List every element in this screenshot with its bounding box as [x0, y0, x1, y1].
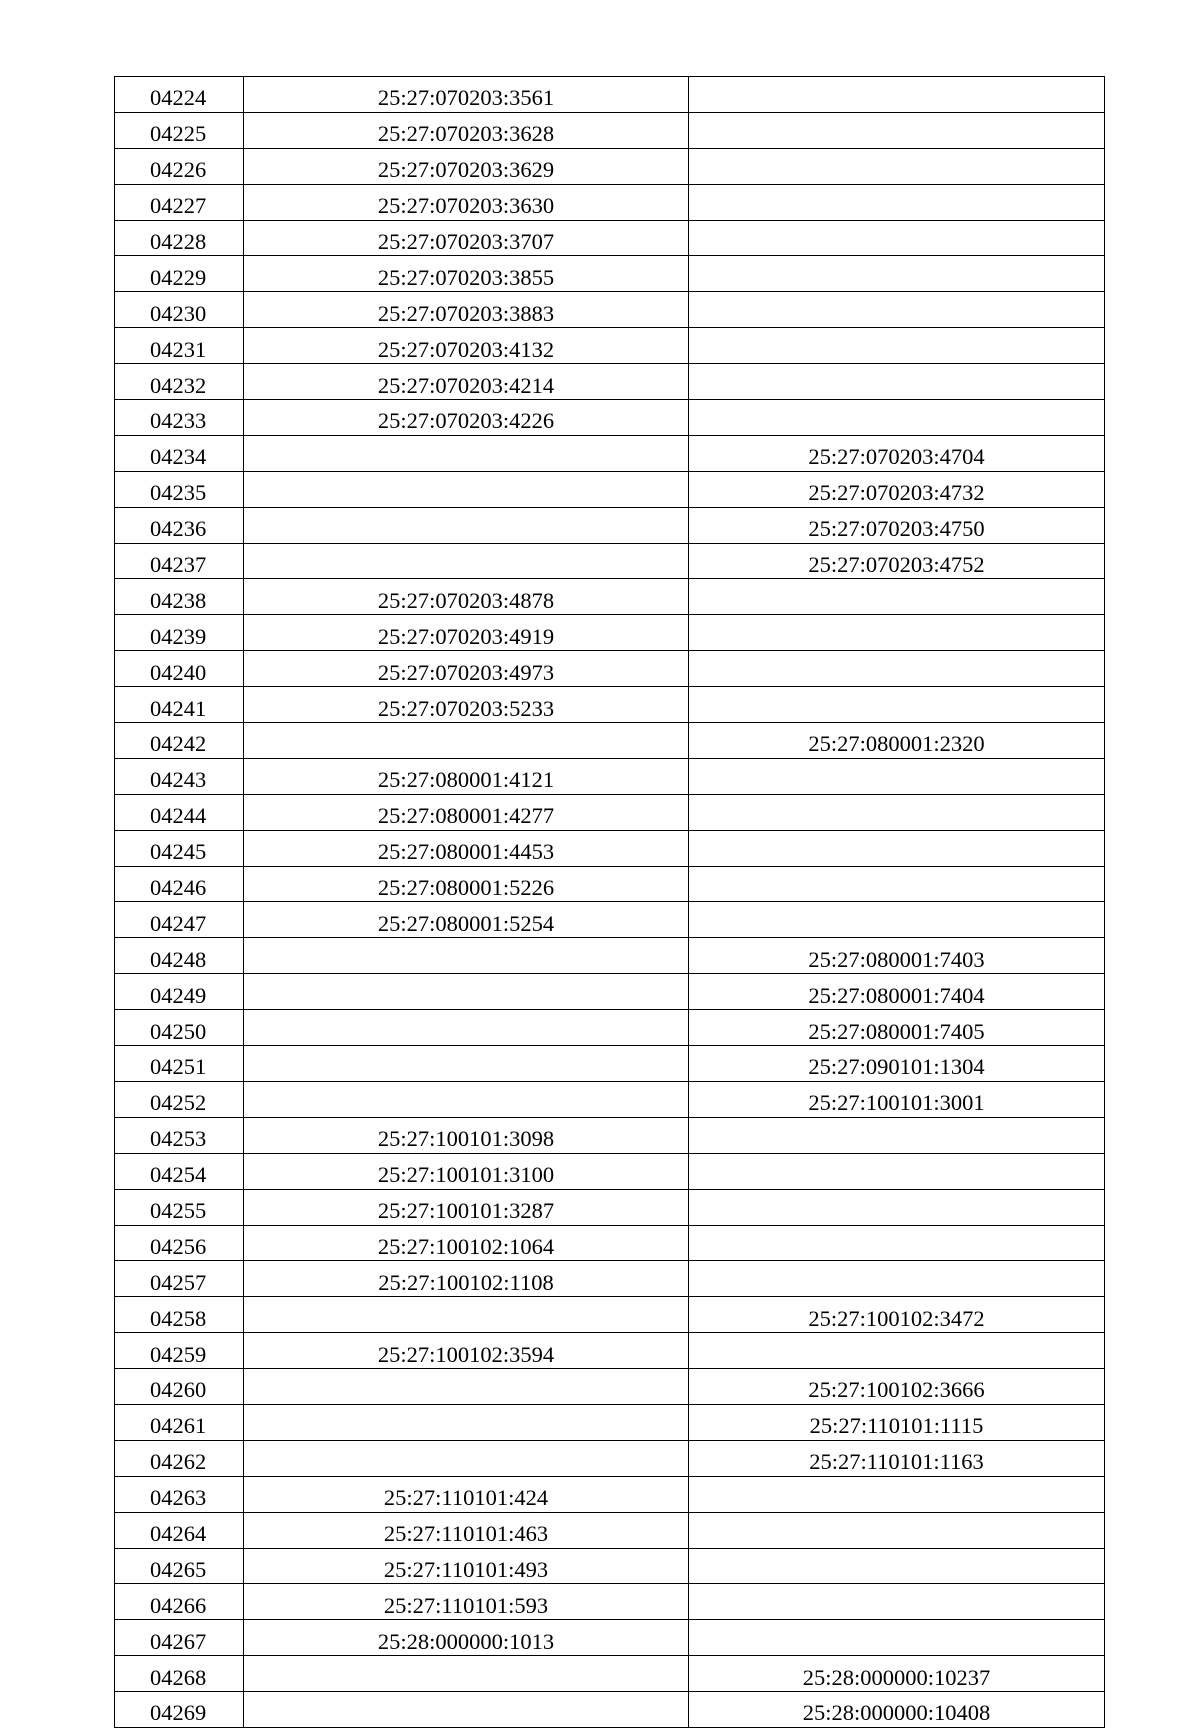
table-row — [115, 1476, 1105, 1512]
cadastral-number-cell-b — [689, 687, 1105, 723]
row-number-cell: 04251 — [115, 1046, 244, 1082]
table-row — [115, 1656, 1105, 1692]
table-row — [115, 615, 1105, 651]
cadastral-number-cell-b — [689, 902, 1105, 938]
table-row — [115, 1261, 1105, 1297]
row-number-cell: 04241 — [115, 687, 244, 723]
row-number-cell: 04256 — [115, 1225, 244, 1261]
row-number-cell: 04262 — [115, 1440, 244, 1476]
cadastral-number-cell-a — [244, 938, 689, 974]
table-row — [115, 1297, 1105, 1333]
cadastral-number-cell-b: 25:27:070203:4732 — [689, 471, 1105, 507]
table-row — [115, 974, 1105, 1010]
cadastral-number-cell-b — [689, 1261, 1105, 1297]
cadastral-number-table — [114, 76, 1105, 1728]
cadastral-number-cell-b — [689, 1225, 1105, 1261]
cadastral-number-cell-b: 25:27:080001:2320 — [689, 723, 1105, 759]
cadastral-number-cell-a: 25:27:080001:5226 — [244, 866, 689, 902]
cadastral-number-cell-b — [689, 1189, 1105, 1225]
table-row — [115, 938, 1105, 974]
row-number-cell: 04229 — [115, 256, 244, 292]
table-row — [115, 579, 1105, 615]
cadastral-number-cell-b — [689, 1333, 1105, 1369]
row-number-cell: 04269 — [115, 1692, 244, 1728]
cadastral-number-cell-a — [244, 435, 689, 471]
cadastral-number-cell-a: 25:27:070203:3855 — [244, 256, 689, 292]
row-number-cell: 04249 — [115, 974, 244, 1010]
row-number-cell: 04235 — [115, 471, 244, 507]
cadastral-number-cell-b — [689, 328, 1105, 364]
cadastral-number-cell-a: 25:27:070203:3561 — [244, 77, 689, 113]
cadastral-number-cell-b — [689, 615, 1105, 651]
table-row — [115, 866, 1105, 902]
row-number-cell: 04237 — [115, 543, 244, 579]
row-number-cell: 04253 — [115, 1117, 244, 1153]
cadastral-number-cell-a: 25:27:070203:3629 — [244, 148, 689, 184]
cadastral-number-cell-a — [244, 1081, 689, 1117]
table-row — [115, 651, 1105, 687]
table-row — [115, 77, 1105, 113]
row-number-cell: 04258 — [115, 1297, 244, 1333]
cadastral-number-cell-a: 25:27:080001:4121 — [244, 758, 689, 794]
cadastral-number-cell-b — [689, 400, 1105, 436]
table-row — [115, 1046, 1105, 1082]
cadastral-number-cell-a: 25:27:080001:4453 — [244, 830, 689, 866]
row-number-cell: 04231 — [115, 328, 244, 364]
cadastral-number-cell-b — [689, 1584, 1105, 1620]
table-row — [115, 1225, 1105, 1261]
table-row — [115, 220, 1105, 256]
cadastral-number-cell-a: 25:27:110101:424 — [244, 1476, 689, 1512]
row-number-cell: 04238 — [115, 579, 244, 615]
table-row — [115, 112, 1105, 148]
table-row — [115, 1153, 1105, 1189]
row-number-cell: 04230 — [115, 292, 244, 328]
cadastral-number-cell-b: 25:28:000000:10408 — [689, 1692, 1105, 1728]
table-row — [115, 1404, 1105, 1440]
row-number-cell: 04252 — [115, 1081, 244, 1117]
row-number-cell: 04259 — [115, 1333, 244, 1369]
row-number-cell: 04226 — [115, 148, 244, 184]
table-row — [115, 1440, 1105, 1476]
table-row — [115, 543, 1105, 579]
cadastral-number-cell-a — [244, 1440, 689, 1476]
cadastral-number-cell-b — [689, 579, 1105, 615]
cadastral-number-cell-a — [244, 1297, 689, 1333]
cadastral-number-cell-b: 25:27:070203:4750 — [689, 507, 1105, 543]
cadastral-number-cell-a: 25:27:100101:3287 — [244, 1189, 689, 1225]
cadastral-number-cell-a: 25:27:100101:3100 — [244, 1153, 689, 1189]
table-row — [115, 435, 1105, 471]
cadastral-number-cell-a: 25:27:110101:493 — [244, 1548, 689, 1584]
cadastral-number-cell-b: 25:27:100101:3001 — [689, 1081, 1105, 1117]
cadastral-number-cell-a: 25:27:070203:4214 — [244, 364, 689, 400]
cadastral-number-cell-a: 25:27:070203:3707 — [244, 220, 689, 256]
table-row — [115, 256, 1105, 292]
row-number-cell: 04240 — [115, 651, 244, 687]
cadastral-number-cell-a: 25:28:000000:1013 — [244, 1620, 689, 1656]
cadastral-number-cell-a — [244, 1404, 689, 1440]
cadastral-number-cell-a — [244, 507, 689, 543]
cadastral-number-cell-b — [689, 651, 1105, 687]
cadastral-number-cell-b — [689, 292, 1105, 328]
cadastral-number-cell-b — [689, 1548, 1105, 1584]
row-number-cell: 04255 — [115, 1189, 244, 1225]
cadastral-number-cell-a — [244, 974, 689, 1010]
row-number-cell: 04228 — [115, 220, 244, 256]
cadastral-number-cell-b — [689, 1620, 1105, 1656]
row-number-cell: 04236 — [115, 507, 244, 543]
cadastral-number-cell-b: 25:27:110101:1115 — [689, 1404, 1105, 1440]
row-number-cell: 04239 — [115, 615, 244, 651]
cadastral-number-cell-a: 25:27:100101:3098 — [244, 1117, 689, 1153]
row-number-cell: 04264 — [115, 1512, 244, 1548]
row-number-cell: 04233 — [115, 400, 244, 436]
table-row — [115, 687, 1105, 723]
row-number-cell: 04261 — [115, 1404, 244, 1440]
cadastral-number-cell-b — [689, 184, 1105, 220]
cadastral-number-cell-b — [689, 1476, 1105, 1512]
cadastral-number-cell-b — [689, 364, 1105, 400]
row-number-cell: 04268 — [115, 1656, 244, 1692]
cadastral-number-cell-b: 25:27:100102:3666 — [689, 1369, 1105, 1405]
row-number-cell: 04247 — [115, 902, 244, 938]
cadastral-number-cell-b: 25:27:110101:1163 — [689, 1440, 1105, 1476]
table-row — [115, 1117, 1105, 1153]
table-row — [115, 794, 1105, 830]
row-number-cell: 04244 — [115, 794, 244, 830]
table-row — [115, 400, 1105, 436]
row-number-cell: 04242 — [115, 723, 244, 759]
row-number-cell: 04265 — [115, 1548, 244, 1584]
cadastral-number-cell-b: 25:27:080001:7405 — [689, 1010, 1105, 1046]
cadastral-number-cell-a: 25:27:070203:5233 — [244, 687, 689, 723]
cadastral-number-cell-a — [244, 723, 689, 759]
cadastral-number-cell-a — [244, 471, 689, 507]
table-row — [115, 1548, 1105, 1584]
cadastral-number-cell-a — [244, 1369, 689, 1405]
cadastral-number-cell-b — [689, 1153, 1105, 1189]
row-number-cell: 04248 — [115, 938, 244, 974]
cadastral-number-cell-a: 25:27:110101:463 — [244, 1512, 689, 1548]
row-number-cell: 04245 — [115, 830, 244, 866]
cadastral-number-cell-a: 25:27:080001:5254 — [244, 902, 689, 938]
table-row — [115, 723, 1105, 759]
row-number-cell: 04234 — [115, 435, 244, 471]
cadastral-number-cell-b: 25:28:000000:10237 — [689, 1656, 1105, 1692]
cadastral-number-cell-a: 25:27:070203:4226 — [244, 400, 689, 436]
table-row — [115, 830, 1105, 866]
cadastral-number-cell-b — [689, 112, 1105, 148]
cadastral-number-cell-b — [689, 830, 1105, 866]
table-row — [115, 328, 1105, 364]
cadastral-number-cell-a — [244, 1046, 689, 1082]
cadastral-number-cell-b — [689, 256, 1105, 292]
table-row — [115, 1584, 1105, 1620]
cadastral-number-cell-a: 25:27:080001:4277 — [244, 794, 689, 830]
cadastral-number-cell-a: 25:27:070203:3630 — [244, 184, 689, 220]
cadastral-number-cell-a: 25:27:100102:3594 — [244, 1333, 689, 1369]
table-row — [115, 1620, 1105, 1656]
cadastral-number-cell-a: 25:27:110101:593 — [244, 1584, 689, 1620]
row-number-cell: 04232 — [115, 364, 244, 400]
cadastral-number-cell-a: 25:27:070203:3883 — [244, 292, 689, 328]
cadastral-number-cell-b — [689, 77, 1105, 113]
table-row — [115, 1081, 1105, 1117]
row-number-cell: 04246 — [115, 866, 244, 902]
cadastral-number-cell-b: 25:27:080001:7404 — [689, 974, 1105, 1010]
table-row — [115, 1189, 1105, 1225]
table-row — [115, 364, 1105, 400]
table-row — [115, 1369, 1105, 1405]
row-number-cell: 04267 — [115, 1620, 244, 1656]
row-number-cell: 04224 — [115, 77, 244, 113]
row-number-cell: 04227 — [115, 184, 244, 220]
cadastral-number-cell-a: 25:27:100102:1108 — [244, 1261, 689, 1297]
table-row — [115, 902, 1105, 938]
row-number-cell: 04254 — [115, 1153, 244, 1189]
row-number-cell: 04250 — [115, 1010, 244, 1046]
row-number-cell: 04257 — [115, 1261, 244, 1297]
cadastral-number-cell-a — [244, 543, 689, 579]
cadastral-number-cell-b — [689, 1117, 1105, 1153]
cadastral-number-cell-a: 25:27:070203:4973 — [244, 651, 689, 687]
cadastral-number-cell-b — [689, 866, 1105, 902]
table-row — [115, 292, 1105, 328]
cadastral-number-cell-b — [689, 1512, 1105, 1548]
cadastral-number-cell-a: 25:27:100102:1064 — [244, 1225, 689, 1261]
cadastral-number-cell-b: 25:27:090101:1304 — [689, 1046, 1105, 1082]
cadastral-number-cell-b: 25:27:080001:7403 — [689, 938, 1105, 974]
table-row — [115, 1512, 1105, 1548]
cadastral-number-cell-a: 25:27:070203:3628 — [244, 112, 689, 148]
table-body — [115, 77, 1105, 1728]
cadastral-number-cell-b — [689, 794, 1105, 830]
row-number-cell: 04263 — [115, 1476, 244, 1512]
cadastral-number-cell-a: 25:27:070203:4878 — [244, 579, 689, 615]
cadastral-number-cell-b: 25:27:070203:4704 — [689, 435, 1105, 471]
table-row — [115, 148, 1105, 184]
cadastral-number-cell-b: 25:27:070203:4752 — [689, 543, 1105, 579]
cadastral-number-cell-b — [689, 220, 1105, 256]
table-row — [115, 507, 1105, 543]
table-row — [115, 758, 1105, 794]
table-row — [115, 471, 1105, 507]
cadastral-number-cell-b — [689, 758, 1105, 794]
cadastral-number-cell-a — [244, 1010, 689, 1046]
cadastral-number-cell-b: 25:27:100102:3472 — [689, 1297, 1105, 1333]
table-row — [115, 1333, 1105, 1369]
cadastral-number-cell-a: 25:27:070203:4919 — [244, 615, 689, 651]
table-row — [115, 184, 1105, 220]
cadastral-number-cell-a — [244, 1656, 689, 1692]
row-number-cell: 04225 — [115, 112, 244, 148]
row-number-cell: 04260 — [115, 1369, 244, 1405]
table-row — [115, 1010, 1105, 1046]
cadastral-number-cell-b — [689, 148, 1105, 184]
row-number-cell: 04243 — [115, 758, 244, 794]
row-number-cell: 04266 — [115, 1584, 244, 1620]
cadastral-number-cell-a: 25:27:070203:4132 — [244, 328, 689, 364]
